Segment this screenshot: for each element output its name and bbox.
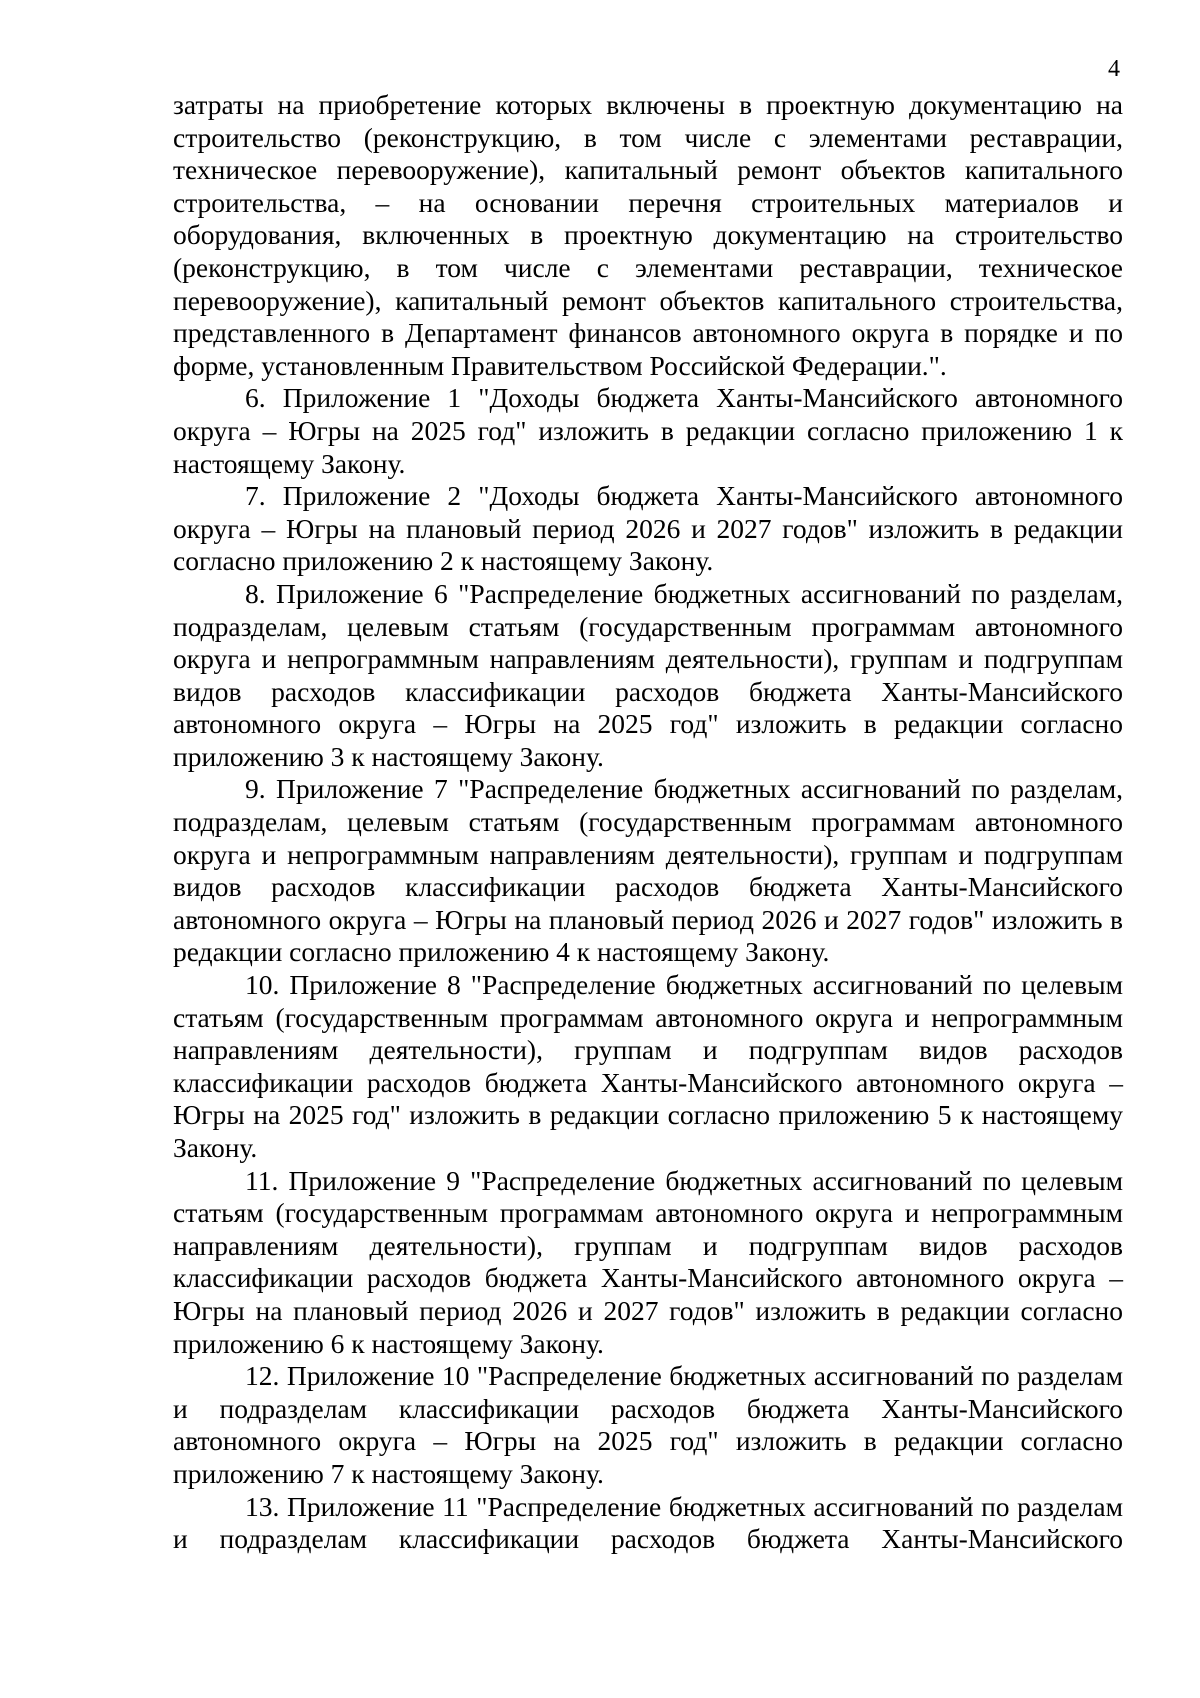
paragraph-item-6: 6. Приложение 1 "Доходы бюджета Ханты-Мансийского автономного округа – Югры на 2025 год" изложить в редакции согласно приложению 1 к настоящему Закону. [173, 382, 1123, 479]
paragraph-item-9: 9. Приложение 7 "Распределение бюджетных ассигнований по разделам, подразделам, целевым статьям (государственным программам автономного округа и непрограммным направлениям деятельности), группам и подгруппам видов расходов классификации расходов бюджета Ханты-Мансийского автономного округа – Югры на плановый период 2026 и 2027 годов" изложить в редакции согласно приложению 4 к настоящему Закону. [173, 773, 1123, 968]
document-body [173, 89, 1123, 1556]
paragraph-item-8: 8. Приложение 6 "Распределение бюджетных ассигнований по разделам, подразделам, целевым статьям (государственным программам автономного округа и непрограммным направлениям деятельности), группам и подгруппам видов расходов классификации расходов бюджета Ханты-Мансийского автономного округа – Югры на 2025 год" изложить в редакции согласно приложению 3 к настоящему Закону. [173, 577, 1123, 772]
paragraph-item-11: 11. Приложение 9 "Распределение бюджетных ассигнований по целевым статьям (государственным программам автономного округа и непрограммным направлениям деятельности), группам и подгруппам видов расходов классификации расходов бюджета Ханты-Мансийского автономного округа – Югры на плановый период 2026 и 2027 годов" изложить в редакции согласно приложению 6 к настоящему Закону. [173, 1164, 1123, 1359]
page-number: 4 [1108, 56, 1120, 82]
paragraph-item-13: 13. Приложение 11 "Распределение бюджетных ассигнований по разделам и подразделам классификации расходов бюджета Ханты-Мансийского [173, 1490, 1123, 1555]
paragraph-item-7: 7. Приложение 2 "Доходы бюджета Ханты-Мансийского автономного округа – Югры на плановый период 2026 и 2027 годов" изложить в редакции согласно приложению 2 к настоящему Закону. [173, 480, 1123, 577]
paragraph-continuation: затраты на приобретение которых включены в проектную документацию на строительство (реконструкцию, в том числе с элементами реставрации, техническое перевооружение), капитальный ремонт объектов капитального строительства, – на основании перечня строительных материалов и оборудования, включенных в проектную документацию на строительство (реконструкцию, в том числе с элементами реставрации, техническое перевооружение), капитальный ремонт объектов капитального строительства, представленного в Департамент финансов автономного округа в порядке и по форме, установленным Правительством Российской Федерации.". [173, 89, 1123, 381]
paragraph-item-12: 12. Приложение 10 "Распределение бюджетных ассигнований по разделам и подразделам классификации расходов бюджета Ханты-Мансийского автономного округа – Югры на 2025 год" изложить в редакции согласно приложению 7 к настоящему Закону. [173, 1360, 1123, 1489]
paragraph-item-10: 10. Приложение 8 "Распределение бюджетных ассигнований по целевым статьям (государственным программам автономного округа и непрограммным направлениям деятельности), группам и подгруппам видов расходов классификации расходов бюджета Ханты-Мансийского автономного округа – Югры на 2025 год" изложить в редакции согласно приложению 5 к настоящему Закону. [173, 969, 1123, 1163]
